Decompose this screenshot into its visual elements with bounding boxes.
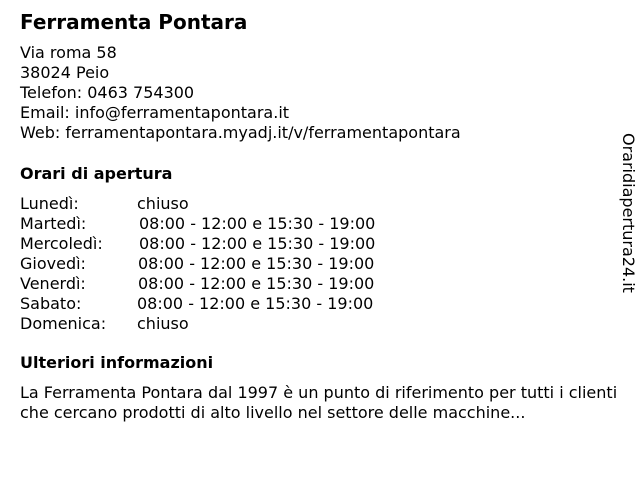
time-value: 08:00 - 12:00 e 15:30 - 19:00 — [139, 234, 376, 253]
email-line: Email: info@ferramentapontara.it — [20, 103, 290, 122]
address-city: 38024 Peio — [20, 63, 110, 82]
day-label: Martedì: — [20, 214, 87, 233]
phone-line: Telefon: 0463 754300 — [20, 83, 195, 102]
business-name: Ferramenta Pontara — [20, 10, 248, 34]
info-heading: Ulteriori informazioni — [20, 353, 214, 372]
time-value: 08:00 - 12:00 e 15:30 - 19:00 — [139, 214, 376, 233]
day-label: Sabato: — [20, 294, 82, 313]
web-line: Web: ferramentapontara.myadj.it/v/ferramentapontara — [20, 123, 461, 142]
day-label: Domenica: — [20, 314, 107, 333]
address-street: Via roma 58 — [20, 43, 117, 62]
time-value: 08:00 - 12:00 e 15:30 - 19:00 — [138, 274, 375, 293]
time-value: 08:00 - 12:00 e 15:30 - 19:00 — [138, 254, 375, 273]
hours-heading: Orari di apertura — [20, 164, 173, 183]
time-value: chiuso — [137, 194, 189, 213]
day-label: Mercoledì: — [20, 234, 103, 253]
info-text: La Ferramenta Pontara dal 1997 è un punto di riferimento per tutti i clienti che cercano prodotti di alto livello nel settore delle macchine... — [20, 383, 618, 422]
contact-block — [20, 43, 461, 143]
time-value: 08:00 - 12:00 e 15:30 - 19:00 — [137, 294, 374, 313]
day-label: Venerdì: — [20, 274, 86, 293]
site-watermark: Oraridiapertura24.it — [619, 133, 638, 293]
day-label: Giovedì: — [20, 254, 86, 273]
time-value: chiuso — [137, 314, 189, 333]
day-label: Lunedì: — [20, 194, 79, 213]
